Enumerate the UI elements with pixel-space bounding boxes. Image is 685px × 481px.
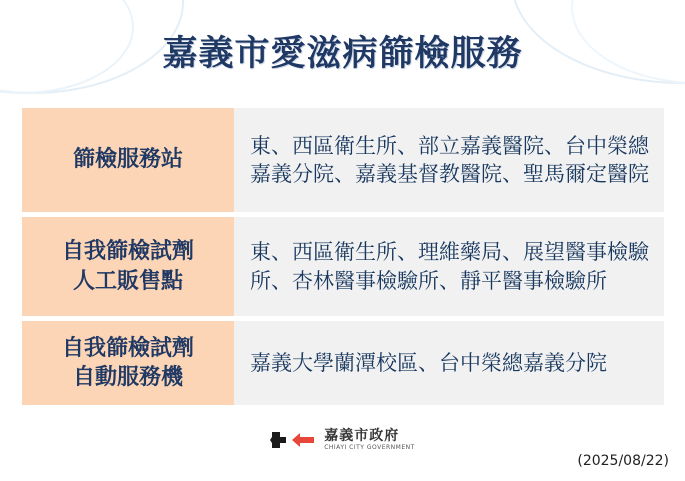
table-row: [22, 217, 664, 316]
row-label-text-line1: 自我篩檢試劑: [61, 335, 194, 361]
logo-wordmark: [324, 429, 415, 451]
row-content-screening-stations: [234, 108, 664, 212]
row-label-text: 篩檢服務站: [72, 147, 183, 173]
logo-text-cn: 嘉義市政府: [324, 428, 400, 444]
row-label-text-line1: 自我篩檢試劑: [61, 239, 194, 265]
chiayi-city-emblem-icon: [270, 430, 316, 450]
row-content-text: 嘉義大學蘭潭校區、台中榮總嘉義分院: [250, 350, 607, 375]
row-label-manual-sale-points: [22, 217, 234, 316]
date-stamp: (2025/08/22): [577, 453, 669, 469]
row-content-text: 東、西區衛生所、部立嘉義醫院、台中榮總嘉義分院、嘉義基督教醫院、聖馬爾定醫院: [250, 133, 649, 186]
row-label-vending-machines: [22, 321, 234, 405]
row-content-vending-machines: [234, 321, 664, 405]
row-content-text: 東、西區衛生所、理維藥局、展望醫事檢驗所、杏林醫事檢驗所、靜平醫事檢驗所: [250, 240, 649, 293]
row-label-text-line2: 自動服務機: [72, 365, 183, 390]
page-title: 嘉義市愛滋病篩檢服務: [162, 34, 523, 74]
logo-text-en: CHIAYI CITY GOVERNMENT: [324, 444, 415, 451]
footer-logo: [0, 429, 685, 451]
table-row: [22, 321, 664, 405]
row-label-screening-stations: [22, 108, 234, 212]
services-table: [22, 108, 664, 405]
table-row: [22, 108, 664, 212]
row-content-manual-sale-points: [234, 217, 664, 316]
row-label-text-line2: 人工販售點: [72, 268, 183, 294]
